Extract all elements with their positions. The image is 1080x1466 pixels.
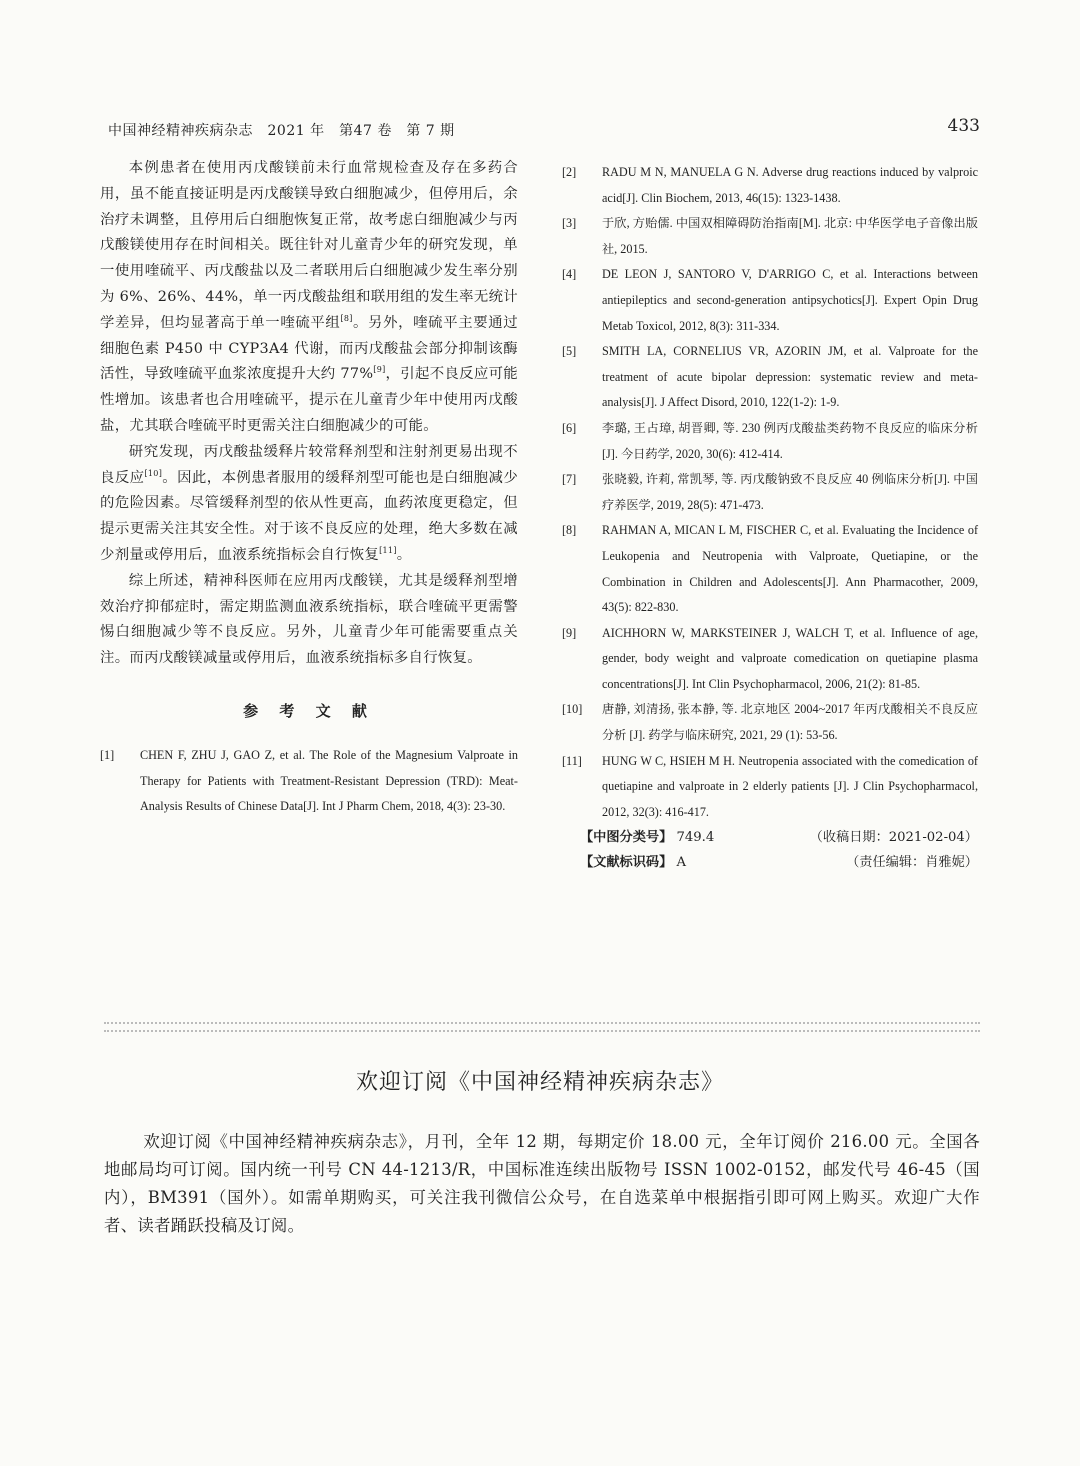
reference-item	[562, 467, 978, 518]
reference-text: 张晓毅, 许莉, 常凯琴, 等. 丙戊酸钠致不良反应 40 例临床分析[J]. 中国疗养医学, 2019, 28(5): 471-473.	[602, 472, 978, 512]
doc-code-label: 【文献标识码】	[580, 855, 673, 871]
references-heading: 参 考 文 献	[243, 701, 375, 720]
section-divider	[104, 1022, 980, 1032]
subscription-body: 欢迎订阅《中国神经精神疾病杂志》，月刊，全年 12 期，每期定价 18.00 元，全年订阅价 216.00 元。全国各地邮局均可订阅。国内统一刊号 CN 44-1213/R，中国标准连续出版物号 ISSN 1002-0152，邮发代号 46-45（国内），BM391（国外）。如需单期购买，可关注我刊微信公众号，在自选菜单中根据指引即可网上购买。欢迎广大作者、读者踊跃投稿及订阅。	[104, 1132, 980, 1235]
reference-number: [5]	[562, 344, 577, 359]
reference-item	[562, 211, 978, 262]
reference-item	[562, 339, 978, 416]
paragraph-1: 本例患者在使用丙戊酸镁前未行血常规检查及存在多药合用，虽不能直接证明是丙戊酸镁导致白细胞减少，但停用后，余治疗未调整，且停用后白细胞恢复正常，故考虑白细胞减少与丙戊酸镁使用存在时间相关。既往针对儿童青少年的研究发现，单一使用喹硫平、丙戊酸盐以及二者联用后白细胞减少发生率分别为 6%、26%、44%，单一丙戊酸盐组和联用组的发生率无统计学差异，但均显著高于单一喹硫平组[8]。另外，喹硫平主要通过细胞色素 P450 中 CYP3A4 代谢，而丙戊酸盐会部分抑制该酶活性，导致喹硫平血浆浓度提升大约 77%[9]，引起不良反应可能性增加。该患者也合用喹硫平，提示在儿童青少年中使用丙戊酸盐，尤其联合喹硫平时更需关注白细胞减少的可能。	[100, 160, 519, 434]
reference-number: [8]	[562, 523, 577, 538]
reference-text: 于欣, 方贻儒. 中国双相障碍防治指南[M]. 北京: 中华医学电子音像出版社, 2015.	[602, 216, 978, 256]
classification-row	[562, 825, 978, 850]
reference-item	[562, 416, 978, 467]
doc-code-value: A	[676, 855, 687, 871]
citation-9[interactable]: [9]	[373, 365, 386, 375]
reference-text: RADU M N, MANUELA G N. Adverse drug reactions induced by valproic acid[J]. Clin Biochem, 2013, 46(15): 1323-1438.	[602, 165, 978, 205]
citation-11[interactable]: [11]	[379, 546, 397, 556]
reference-number: [4]	[562, 267, 577, 282]
reference-text: 李璐, 王占璋, 胡晋卿, 等. 230 例丙戊酸盐类药物不良反应的临床分析[J]. 今日药学, 2020, 30(6): 412-414.	[602, 420, 978, 461]
right-column	[562, 160, 978, 875]
reference-text: DE LEON J, SANTORO V, D'ARRIGO C, et al. Interactions between antiepileptics and second-generation antipsychotics[J]. Expert Opin Drug Metab Toxicol, 2012, 8(3): 311-334.	[602, 267, 978, 333]
reference-text: AICHHORN W, MARKSTEINER J, WALCH T, et al. Influence of age, gender, body weight and valproate comedication on quetiapine plasma concentrations[J]. Int Clin Psychopharmacol, 2006, 21(2): 81-85.	[602, 625, 978, 691]
document-code-row	[562, 850, 978, 875]
reference-item	[100, 743, 518, 820]
reference-text: SMITH LA, CORNELIUS VR, AZORIN JM, et al. Valproate for the treatment of acute bipolar depression: systematic review and meta-analysis[J]. J Affect Disord, 2010, 122(1-2): 1-9.	[602, 344, 978, 410]
clc-value: 749.4	[676, 830, 715, 846]
reference-number: [6]	[562, 420, 577, 435]
reference-item	[562, 697, 978, 748]
reference-number: [11]	[562, 753, 582, 768]
subscription-title: 欢迎订阅《中国神经精神疾病杂志》	[355, 1070, 724, 1095]
received-date: （收稿日期：2021-02-04）	[809, 830, 978, 846]
reference-item	[562, 262, 978, 339]
reference-number: [1]	[100, 747, 115, 762]
reference-item	[562, 518, 978, 620]
reference-item	[562, 160, 978, 211]
citation-8[interactable]: [8]	[340, 313, 353, 323]
clc-label: 【中图分类号】	[580, 830, 673, 846]
left-column	[100, 156, 518, 820]
reference-item	[562, 749, 978, 826]
reference-item	[562, 621, 978, 698]
reference-number: [7]	[562, 472, 577, 487]
reference-text: HUNG W C, HSIEH M H. Neutropenia associated with the comedication of quetiapine and valproate in 2 elderly patients [J]. J Clin Psychopharmacol, 2012, 32(3): 416-417.	[602, 753, 978, 819]
journal-issue-line: 中国神经精神疾病杂志 2021 年 第47 卷 第 7 期	[108, 123, 455, 139]
paragraph-2: 研究发现，丙戊酸盐缓释片较常释剂型和注射剂更易出现不良反应[10]。因此，本例患者服用的缓释剂型可能也是白细胞减少的危险因素。尽管缓释剂型的依从性更高，血药浓度更稳定，但提示更需关注其安全性。对于该不良反应的处理，绝大多数在减少剂量或停用后，血液系统指标会自行恢复[11]。	[100, 443, 519, 563]
responsible-editor: （责任编辑：肖雅妮）	[846, 855, 978, 871]
paragraph-3: 综上所述，精神科医师在应用丙戊酸镁，尤其是缓释剂型增效治疗抑郁症时，需定期监测血液系统指标，联合喹硫平更需警惕白细胞减少等不良反应。另外，儿童青少年可能需要重点关注。而丙戊酸镁减量或停用后，血液系统指标多自行恢复。	[100, 572, 518, 667]
reference-number: [10]	[562, 702, 583, 717]
reference-number: [3]	[562, 216, 577, 231]
reference-text: CHEN F, ZHU J, GAO Z, et al. The Role of the Magnesium Valproate in Therapy for Patients with Treatment-Resistant Depression (TRD): Meat-Analysis Results of Chinese Data[J]. Int J Pharm Chem, 2018, 4(3): 23-30.	[140, 747, 518, 814]
reference-number: [2]	[562, 165, 577, 179]
citation-10[interactable]: [10]	[144, 468, 163, 478]
page-number: 433	[947, 116, 980, 136]
running-header	[108, 118, 980, 142]
reference-text: 唐静, 刘清扬, 张本静, 等. 北京地区 2004~2017 年丙戊酸相关不良反应分析 [J]. 药学与临床研究, 2021, 29 (1): 53-56.	[602, 702, 978, 743]
reference-number: [9]	[562, 625, 577, 640]
reference-text: RAHMAN A, MICAN L M, FISCHER C, et al. Evaluating the Incidence of Leukopenia and Neutropenia with Valproate, Quetiapine, or the Combination in Children and Adolescents[J]. Ann Pharmacother, 2009, 43(5): 822-830.	[602, 523, 978, 615]
